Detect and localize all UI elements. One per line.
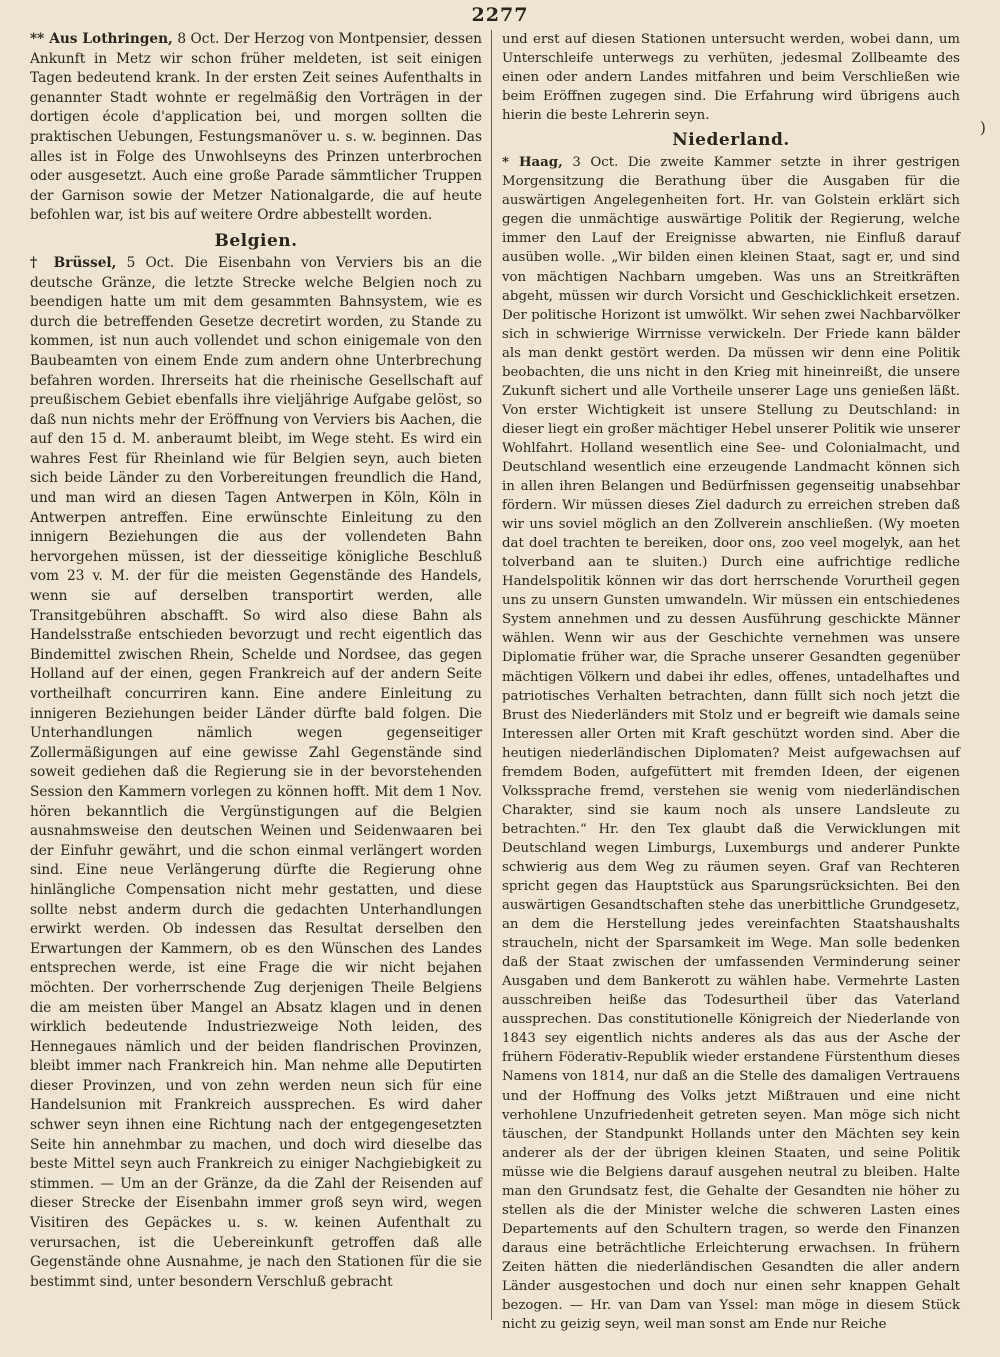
section-heading-netherlands: Niederland.	[672, 130, 790, 151]
column-divider	[491, 30, 492, 1320]
article-hague	[502, 153, 960, 1334]
right-column	[502, 30, 960, 1334]
article-hague-text: 3 Oct. Die zweite Kammer setzte in ihrer gestrigen Morgensitzung die Berathung über die Ausgaben für die auswärtigen Angelegenheiten fort. Hr. van Golstein erklärt sich gegen die unmächtige auswärtige Politik der Regierung, welche immer den Lauf der Ereignisse abwarten, nie Einfluß darauf ausüben wolle. „Wir bilden einen kleinen Staat, sagt er, und sind von mächtigen Nachbarn umgeben. Was uns an Streitkräften abgeht, müssen wir durch Vorsicht und Geschicklichkeit ersetzen. Der politische Horizont ist umwölkt. Wir sehen zwei Nachbarvölker sich in schwierige Wirrnisse verwickeln. Der Friede kann bälder als man denkt gestört werden. Da müssen wir denn eine Politik beobachten, die uns nicht in den Krieg mit hineinreißt, die unsere Zukunft sichert und alle Vortheile unserer Lage uns genießen läßt. Von erster Wichtigkeit ist unsere Stellung zu Deutschland: in dieser liegt ein großer mächtiger Hebel unserer Politik wie unserer Wohlfahrt. Holland wesentlich eine See- und Colonialmacht, und Deutschland wesentlich eine erzeugende Landmacht können sich in allen ihren Belangen und Bedürfnissen gegenseitig unabsehbar fördern. Wir müssen dieses Ziel dadurch zu erreichen streben daß wir uns soviel möglich an den Zollverein anschließen. (Wy moeten dat doel trachten te bereiken, door ons, zoo veel mogelyk, aan het tolverband aan te sluiten.) Durch eine aufrichtige redliche Handelspolitik können wir das dort herrschende Vorurtheil gegen uns zu unsern Gunsten umwandeln. Wir müssen ein entschiedenes System annehmen und zu dessen Ausführung geschickte Männer wählen. Wenn wir aus der Geschichte vernehmen was unsere Diplomatie früher war, die Sprache unserer Gesandten gegenüber mächtigen Völkern und dabei ihr edles, offenes, untadelhaftes und patriotisches Verhalten betrachten, dann füllt sich noch jetzt die Brust des Niederländers mit Stolz und er begreift wie damals seine Interessen aller Orten mit Kraft geschützt worden sind. Aber die heutigen niederländischen Diplomaten? Meist aufgewachsen auf fremdem Boden, aufgefüttert mit fremden Ideen, der eigenen Volkssprache fremd, verstehen sie wenig vom niederländischen Charakter, sind sie kaum noch als unsere Landsleute zu betrachten.“ Hr. den Tex glaubt daß die Verwicklungen mit Deutschland wegen Limburgs, Luxemburgs und anderer Punkte schwierig aus dem Weg zu räumen seyen. Graf van Rechteren spricht gegen das Hauptstück aus Sparungsrücksichten. Bei den auswärtigen Gesandtschaften stehe das unerbittliche Grundgesetz, an dem die Herstellung jedes vereinfachten Staatshaushalts straucheln, nicht der Sparsamkeit im Wege. Man solle bedenken daß der Staat zwischen der umfassenden Verminderung seiner Ausgaben und dem Bankerott zu wählen habe. Vermehrte Lasten ausschreiben heiße das Todesurtheil über das Vaterland aussprechen. Das constitutionelle Königreich der Niederlande von 1843 sey eigentlich nichts anderes als das aus der Asche der frühern Föderativ-Republik wieder erstandene Fürstenthum dieses Namens von 1814, nur daß an die Stelle des damaligen Vertrauens und der Hoffnung des Volks jetzt Mißtrauen und eine nicht verhohlene Unzufriedenheit getreten seyen. Man möge sich nicht täuschen, der Standpunkt Hollands unter den Mächten sey kein anderer als der der übrigen kleinen Staaten, und seine Politik müsse wie die Belgiens darauf ausgehen neutral zu bleiben. Halte man den Grundsatz fest, die Gehalte der Gesandten nie höher zu stellen als die der Minister welche die schweren Lasten eines Departements auf den Schultern tragen, so werde den Finanzen daraus eine beträchtliche Erleichterung erwachsen. In frühern Zeiten hätten die niederländischen Gesandten die aller andern Länder ausgestochen und doch nur einen sehr knappen Gehalt bezogen. — Hr. van Dam van Yssel: man möge in diesem Stück nicht zu geizig seyn, weil man sonst am Ende nur Reiche	[502, 155, 961, 1333]
dateline-lorraine: ** Aus Lothringen,	[30, 31, 173, 47]
dateline-hague: * Haag,	[502, 155, 563, 171]
dateline-brussels: † Brüssel,	[30, 254, 117, 271]
article-lorraine	[30, 30, 482, 226]
left-column	[30, 30, 482, 1292]
margin-mark: )	[979, 118, 986, 137]
article-brussels-continuation: und erst auf diesen Stationen untersucht werden, wobei dann, um Unterschleife unterwegs zu verhüten, jedesmal Zollbeamte des einen oder andern Landes mitfahren und beim Verschließen wie beim Eröffnen zugegen sind. Die Erfahrung wird übrigens auch hierin die beste Lehrerin seyn.	[502, 32, 960, 124]
section-heading-belgium: Belgien.	[214, 230, 298, 251]
article-lorraine-text: 8 Oct. Der Herzog von Montpensier, dessen Ankunft in Metz wir schon früher meldeten, ist seit einigen Tagen bedeutend krank. In der ersten Zeit seines Aufenthalts in genannter Stadt wohnte er regelmäßig den Vorträgen in der dortigen école d'application bei, und morgen sollten die praktischen Uebungen, Festungsmanöver u. s. w. beginnen. Das alles ist in Folge des Unwohlseyns des Prinzen unterbrochen oder ausgesetzt. Auch eine große Parade sämmtlicher Truppen der Garnison sowie der Metzer Nationalgarde, die auf heute befohlen war, ist bis auf weitere Ordre abbestellt worden.	[30, 31, 482, 224]
article-brussels	[30, 254, 482, 1292]
article-brussels-text: 5 Oct. Die Eisenbahn von Verviers bis an die deutsche Gränze, die letzte Strecke welche Belgien noch zu beendigen hatte um mit dem gesammten Bahnsystem, wie es durch die betreffenden Gesetze decretirt worden, zu Stande zu kommen, ist nun auch vollendet und schon einigemale von den Baubeamten von einem Ende zum andern ohne Unterbrechung befahren worden. Ihrerseits hat die rheinische Gesellschaft auf preußischem Gebiet ebenfalls ihre vieljährige Aufgabe gelöst, so daß nun nichts mehr der Eröffnung von Verviers bis Aachen, die auf den 15 d. M. anberaumt bleibt, im Wege steht. Es wird ein wahres Fest für Rheinland wie für Belgien seyn, auch bieten sich beide Länder zu den Vorbereitungen freundlich die Hand, und man wird an diesen Tagen Antwerpen in Köln, Köln in Antwerpen antreffen. Eine erwünschte Einleitung zu den innigern Beziehungen die aus der vollendeten Bahn hervorgehen müssen, ist der diesseitige königliche Beschluß vom 23 v. M. der für die meisten Gegenstände des Handels, wenn sie auf derselben transportirt werden, alle Transitgebühren abschafft. So wird also diese Bahn als Handelsstraße entschieden bevorzugt und recht eigentlich das Bindemittel zwischen Rhein, Schelde und Nordsee, das gegen Holland auf der einen, gegen Frankreich auf der andern Seite vortheilhaft concurriren kann. Eine andere Einleitung zu innigeren Beziehungen beider Länder dürfte bald folgen. Die Unterhandlungen nämlich wegen gegenseitiger Zollermäßigungen auf eine gewisse Zahl Gegenstände sind soweit gediehen daß die Regierung sie in der bevorstehenden Session den Kammern vorlegen zu können hofft. Mit dem 1 Nov. hören bekanntlich die Vergünstigungen auf die Belgien ausnahmsweise den deutschen Weinen und Seidenwaaren bei der Einfuhr gewährt, und die schon einmal verlängert worden sind. Eine neue Verlängerung dürfte die Regierung ohne hinlängliche Compensation nicht mehr gestatten, und diese sollte nebst anderm durch die gedachten Unterhandlungen erwirkt werden. Ob indessen das Resultat derselben den Erwartungen der Kammern, ob es den Wünschen des Landes entsprechen werde, ist eine Frage die wir nicht bejahen möchten. Der vorherrschende Zug derjenigen Theile Belgiens die am meisten über Mangel an Absatz klagen und in denen wirklich bedeutende Industriezweige Noth leiden, des Hennegaues nämlich und der beiden flandrischen Provinzen, bleibt immer nach Frankreich hin. Man nehme alle Deputirten dieser Provinzen, und von zehn werden neun sich für eine Handelsunion mit Frankreich aussprechen. Es wird daher schwer seyn ihnen eine Richtung nach der entgegengesetzten Seite hin annehmbar zu machen, und doch wird dieselbe das beste Mittel seyn auch Frankreich zu einiger Nachgiebigkeit zu stimmen. — Um an der Gränze, da die Zahl der Reisenden auf dieser Strecke der Eisenbahn immer groß seyn wird, wegen Visitiren des Gepäckes u. s. w. keinen Aufenthalt zu verursachen, ist die Uebereinkunft getroffen daß alle Gegenstände ohne Ausnahme, je nach den Stationen für die sie bestimmt sind, unter besondern Verschluß gebracht	[30, 254, 482, 1290]
page-number: 2277	[471, 4, 529, 26]
